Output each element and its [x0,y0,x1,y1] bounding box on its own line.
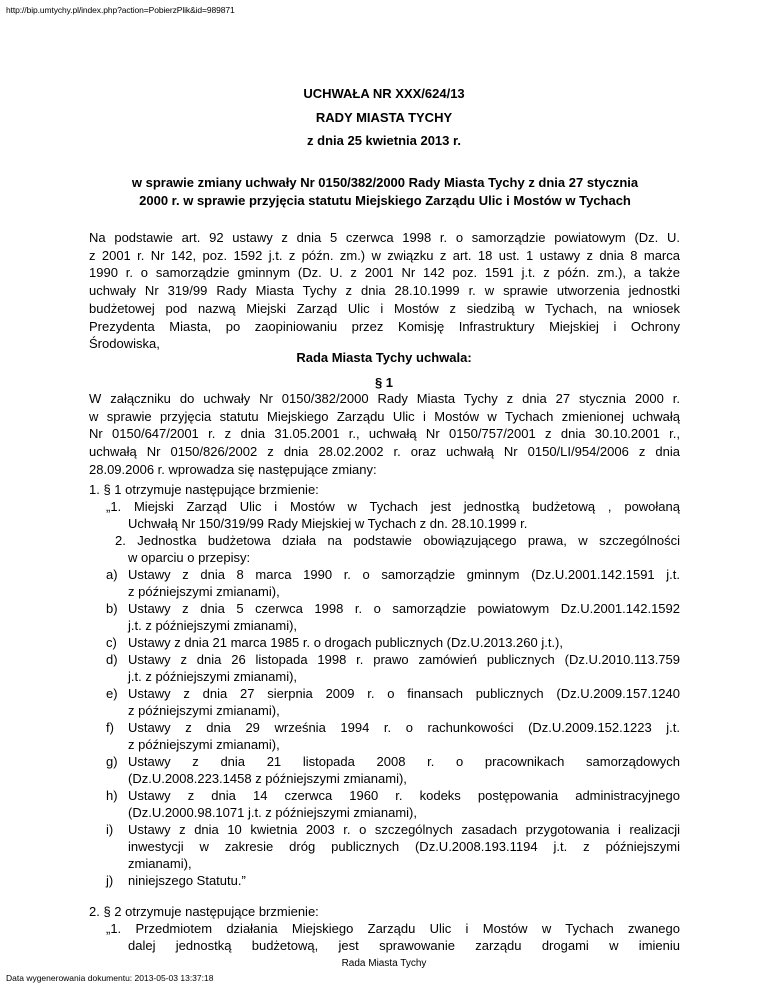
section-1-mark: § 1 [374,375,394,390]
law-letter: a) [106,567,118,582]
preamble-line: 1990 r. o samorządzie gminnym (Dz. U. z 2001 Nr 142 poz. 1591 j.t. z późn. zm.), a także [89,265,680,281]
subject-line: 2000 r. w sprawie przyjęcia statutu Miejskiego Zarządu Ulic i Mostów w Tychach [139,193,631,208]
law-letter: h) [106,788,118,803]
preamble-line: z 2001 r. Nr 142, poz. 1592 j.t. z późn. zm.) w związku z art. 18 ust. 1 ustawy z dnia 8 marca [89,247,680,263]
law-line: inwestycji w zakresie dróg publicznych (Dz.U.2008.193.1194 j.t. z późniejszymi [128,839,680,854]
law-line: Ustawy z dnia 5 czerwca 1998 r. o samorządzie powiatowym Dz.U.2001.142.1592 [128,601,680,616]
item-2-heading: 2. § 2 otrzymuje następujące brzmienie: [89,904,319,919]
item-1-para-1-line: Uchwałą Nr 150/319/99 Rady Miejskiej w Tychach z dn. 28.10.1999 r. [128,516,528,531]
law-line: z późniejszymi zmianami), [128,737,280,752]
law-line: Ustawy z dnia 21 listopada 2008 r. o pracownikach samorządowych [128,754,680,769]
source-url: http://bip.umtychy.pl/index.php?action=PobierzPlik&id=989871 [6,5,235,15]
law-letter: g) [106,754,118,769]
law-line: Ustawy z dnia 27 sierpnia 2009 r. o finansach publicznych (Dz.U.2009.157.1240 [128,686,680,701]
preamble-line: Środowiska, [89,336,160,352]
section-1-intro [89,390,680,479]
item-1-para-1-line: „1. Miejski Zarząd Ulic i Mostów w Tychach jest jednostką budżetową , powołaną [106,499,680,514]
preamble-line: uchwały Nr 319/99 Rady Miasta Tychy z dnia 28.10.1999 r. w sprawie utworzenia jednostki [89,283,680,299]
law-line: (Dz.U.2000.98.1071 j.t. z późniejszymi zmianami), [128,805,418,820]
law-line: zmianami), [128,856,192,871]
item-2-para-1-line: dalej jednostką budżetową, jest sprawowanie zarządu drogami w imieniu [128,938,680,953]
law-line: j.t. z późniejszymi zmianami), [128,669,298,684]
law-line: Ustawy z dnia 8 marca 1990 r. o samorządzie gminnym (Dz.U.2001.142.1591 j.t. [128,567,680,582]
law-letter: j) [106,873,114,888]
resolution-title: UCHWAŁA NR XXX/624/13 [303,86,465,101]
law-line: Ustawy z dnia 14 czerwca 1960 r. kodeks postępowania administracyjnego [128,788,680,803]
intro-line: w sprawie przyjęcia statutu Miejskiego Zarządu Ulic i Mostów w Tychach zmienionej uchwałą [89,408,680,424]
law-letter: f) [106,720,114,735]
law-letter: d) [106,652,118,667]
law-line: z późniejszymi zmianami), [128,584,280,599]
resolution-date: z dnia 25 kwietnia 2013 r. [307,133,461,148]
preamble-line: Na podstawie art. 92 ustawy z dnia 5 czerwca 1998 r. o samorządzie powiatowym (Dz. U. [89,230,680,245]
preamble-line: budżetowej pod nazwą Miejski Zarząd Ulic i Mostów z siedzibą w Tychach, na wniosek [89,300,680,316]
law-letter: i) [106,822,114,837]
law-line: Ustawy z dnia 21 marca 1985 r. o drogach publicznych (Dz.U.2013.260 j.t.), [128,635,563,650]
item-1-para-2-line: 2. Jednostka budżetowa działa na podstawie obowiązującego prawa, w szczególności [115,533,680,548]
intro-line: uchwałą Nr 0150/826/2002 z dnia 28.02.2002 r. oraz uchwałą Nr 0150/LI/954/2006 z dnia [89,444,680,460]
council-name: RADY MIASTA TYCHY [315,110,453,125]
law-letter: e) [106,686,118,701]
law-line: (Dz.U.2008.223.1458 z późniejszymi zmianami), [128,771,407,786]
subject-line: w sprawie zmiany uchwały Nr 0150/382/2000 Rady Miasta Tychy z dnia 27 stycznia [131,175,639,190]
preamble-line: Prezydenta Miasta, po zaopiniowaniu przez Komisję Infrastruktury Miejskiej i Ochrony [89,318,680,334]
item-1-heading: 1. § 1 otrzymuje następujące brzmienie: [89,482,319,497]
law-letter: b) [106,601,118,616]
law-line: Ustawy z dnia 10 kwietnia 2003 r. o szczególnych zasadach przygotowania i realizacji [128,822,680,837]
law-letter: c) [106,635,117,650]
footer-council: Rada Miasta Tychy [341,958,427,969]
preamble [89,229,680,353]
footer-generated-date: Data wygenerowania dokumentu: 2013-05-03 13:37:18 [6,973,214,983]
item-2-para-1-line: „1. Przedmiotem działania Miejskiego Zarządu Ulic i Mostów w Tychach zwanego [106,921,680,936]
resolves-heading: Rada Miasta Tychy uchwala: [296,350,472,365]
law-line: niniejszego Statutu.” [128,873,246,888]
law-line: z późniejszymi zmianami), [128,703,280,718]
resolution-subject [95,174,675,210]
intro-line: 28.09.2006 r. wprowadza się następujące zmiany: [89,461,377,477]
item-1-para-2-line: w oparciu o przepisy: [128,550,251,565]
law-line: j.t. z późniejszymi zmianami), [128,618,298,633]
intro-line: Nr 0150/647/2001 r. z dnia 31.05.2001 r., uchwałą Nr 0150/757/2001 z dnia 30.10.2001 r., [89,426,680,442]
law-line: Ustawy z dnia 29 września 1994 r. o rachunkowości (Dz.U.2009.152.1223 j.t. [128,720,680,735]
law-line: Ustawy z dnia 26 listopada 1998 r. prawo zamówień publicznych (Dz.U.2010.113.759 [128,652,680,667]
intro-line: W załączniku do uchwały Nr 0150/382/2000 Rady Miasta Tychy z dnia 27 stycznia 2000 r. [89,391,680,406]
